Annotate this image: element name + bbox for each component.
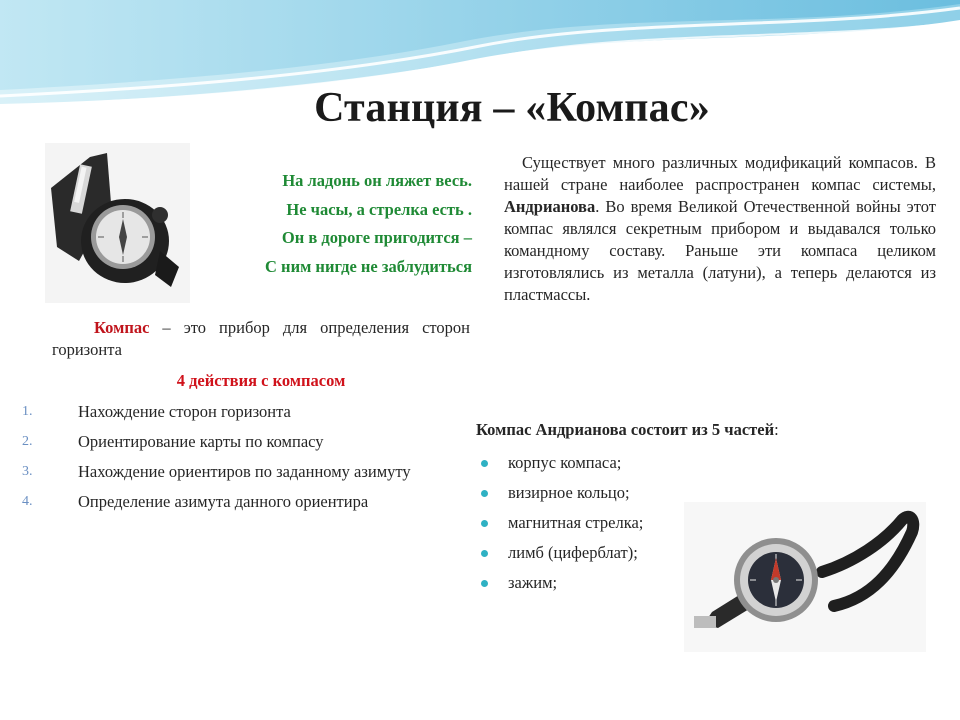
- history-text: . Во время Великой Отечественной войны этот компас являлся секретным прибором и выдавался только командному составу. Раньше эти компаса целиком изготовлялись из металла (латуни), а теперь делаются из пластмассы.: [504, 197, 936, 304]
- list-number: 3.: [22, 464, 33, 479]
- list-item: [476, 478, 643, 508]
- bullet-icon: [481, 520, 488, 527]
- definition-term: Компас: [94, 318, 150, 337]
- bullet-icon: [481, 550, 488, 557]
- list-item: [476, 568, 643, 598]
- list-text: Определение азимута данного ориентира: [78, 492, 369, 511]
- list-item: [476, 448, 643, 478]
- list-item: [476, 538, 643, 568]
- definition-text: – это прибор для определения сторон горизонта: [52, 318, 470, 359]
- history-bold-name: Андрианова: [504, 197, 596, 216]
- list-text: визирное кольцо;: [508, 483, 630, 502]
- list-text: зажим;: [508, 573, 558, 592]
- riddle-poem: [190, 167, 472, 281]
- riddle-line: Он в дороге пригодится –: [281, 228, 472, 247]
- bullet-icon: [481, 490, 488, 497]
- list-item: [22, 491, 472, 513]
- riddle-line: Не часы, а стрелка есть .: [286, 199, 472, 219]
- slide-title: Станция – «Компас»: [314, 85, 710, 131]
- parts-heading-tail: :: [774, 420, 779, 439]
- list-text: Ориентирование карты по компасу: [78, 432, 324, 451]
- list-text: Нахождение сторон горизонта: [78, 402, 291, 421]
- parts-heading: [476, 420, 779, 440]
- riddle-line: На ладонь он ляжет весь.: [282, 171, 472, 190]
- actions-heading: 4 действия с компасом: [176, 371, 346, 390]
- list-text: магнитная стрелка;: [508, 513, 644, 532]
- riddle-line: С ним нигде не заблудиться: [265, 256, 472, 276]
- bullet-icon: [481, 580, 488, 587]
- list-text: Нахождение ориентиров по заданному азимуту: [78, 462, 411, 481]
- parts-heading-bold: Компас Андрианова состоит из 5 частей: [476, 420, 775, 439]
- list-number: 1.: [22, 404, 33, 419]
- list-item: [22, 461, 472, 483]
- list-text: лимб (циферблат);: [508, 543, 638, 562]
- actions-list: [22, 401, 472, 521]
- list-item: [22, 431, 472, 453]
- lensatic-compass-image: [45, 143, 190, 303]
- list-number: 2.: [22, 434, 33, 449]
- list-item: [476, 508, 643, 538]
- list-item: [22, 401, 472, 423]
- parts-list: [476, 448, 643, 598]
- adrianov-compass-image: [684, 502, 926, 652]
- list-text: корпус компаса;: [508, 453, 622, 472]
- history-text: Существует много различных модификаций компасов. В нашей стране наиболее распространен компас системы,: [504, 153, 936, 194]
- compass-definition: [52, 317, 470, 361]
- bullet-icon: [481, 460, 488, 467]
- list-number: 4.: [22, 494, 33, 509]
- compass-history-paragraph: [504, 152, 936, 306]
